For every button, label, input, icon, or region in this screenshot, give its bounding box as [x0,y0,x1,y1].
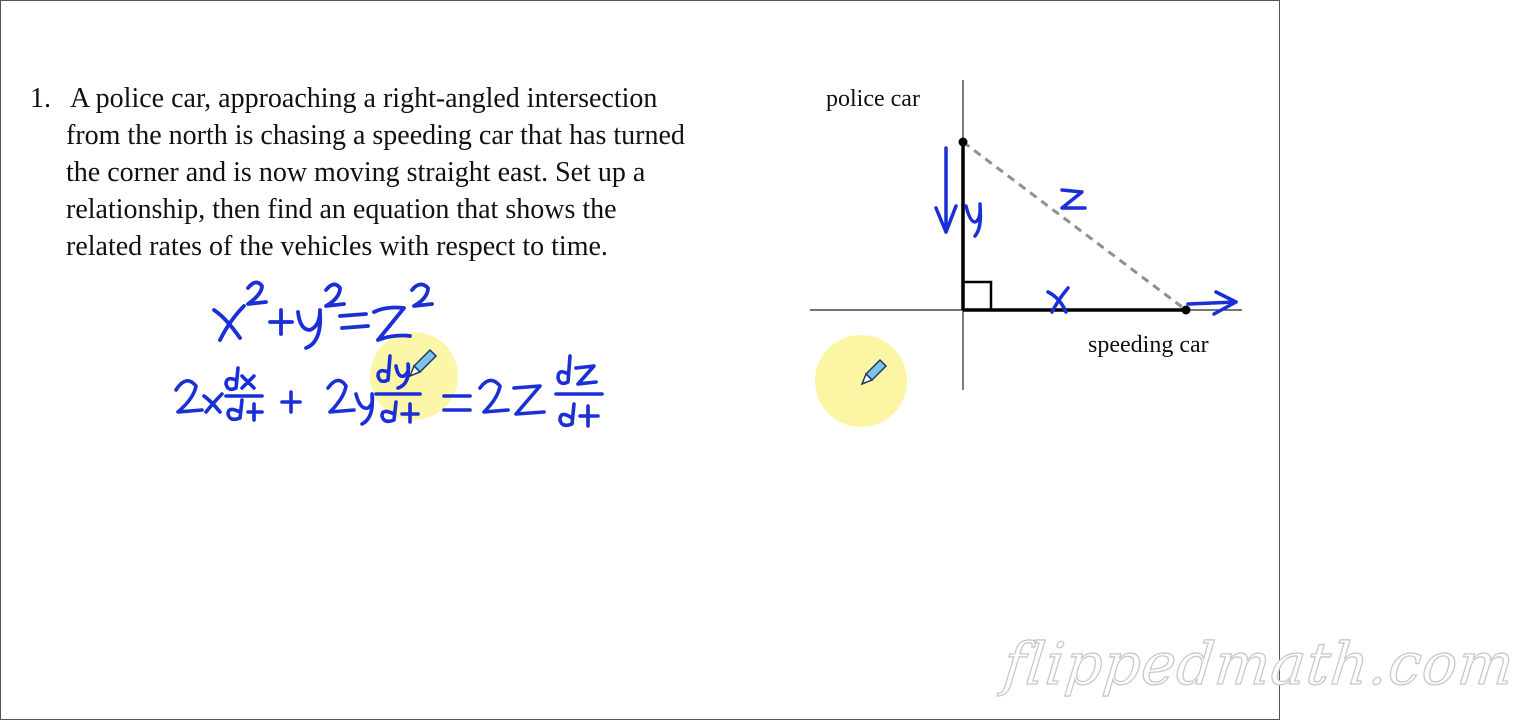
police-car-point [959,138,968,147]
right-arrow [1188,302,1236,304]
hand-z-label [1062,190,1085,208]
problem-line: the corner and is now moving straight east. Set up a [66,157,646,188]
problem-line: related rates of the vehicles with respect to time. [66,231,608,262]
police-car-label: police car [826,86,920,112]
speeding-car-point [1182,306,1191,315]
cursor-highlight [370,332,458,420]
problem-line: from the north is chasing a speeding car that has turned [66,120,685,151]
cursor-highlight [815,335,907,427]
hypotenuse-z [963,142,1186,310]
problem-number: 1. [30,83,51,114]
problem-line: A police car, approaching a right-angled intersection [70,83,658,114]
hand-y-label [966,204,980,236]
right-angle-mark [963,282,991,310]
problem-line: relationship, then find an equation that shows the [66,194,617,225]
watermark-logo: flippedmath.com [1000,630,1518,698]
speeding-car-label: speeding car [1088,332,1209,358]
